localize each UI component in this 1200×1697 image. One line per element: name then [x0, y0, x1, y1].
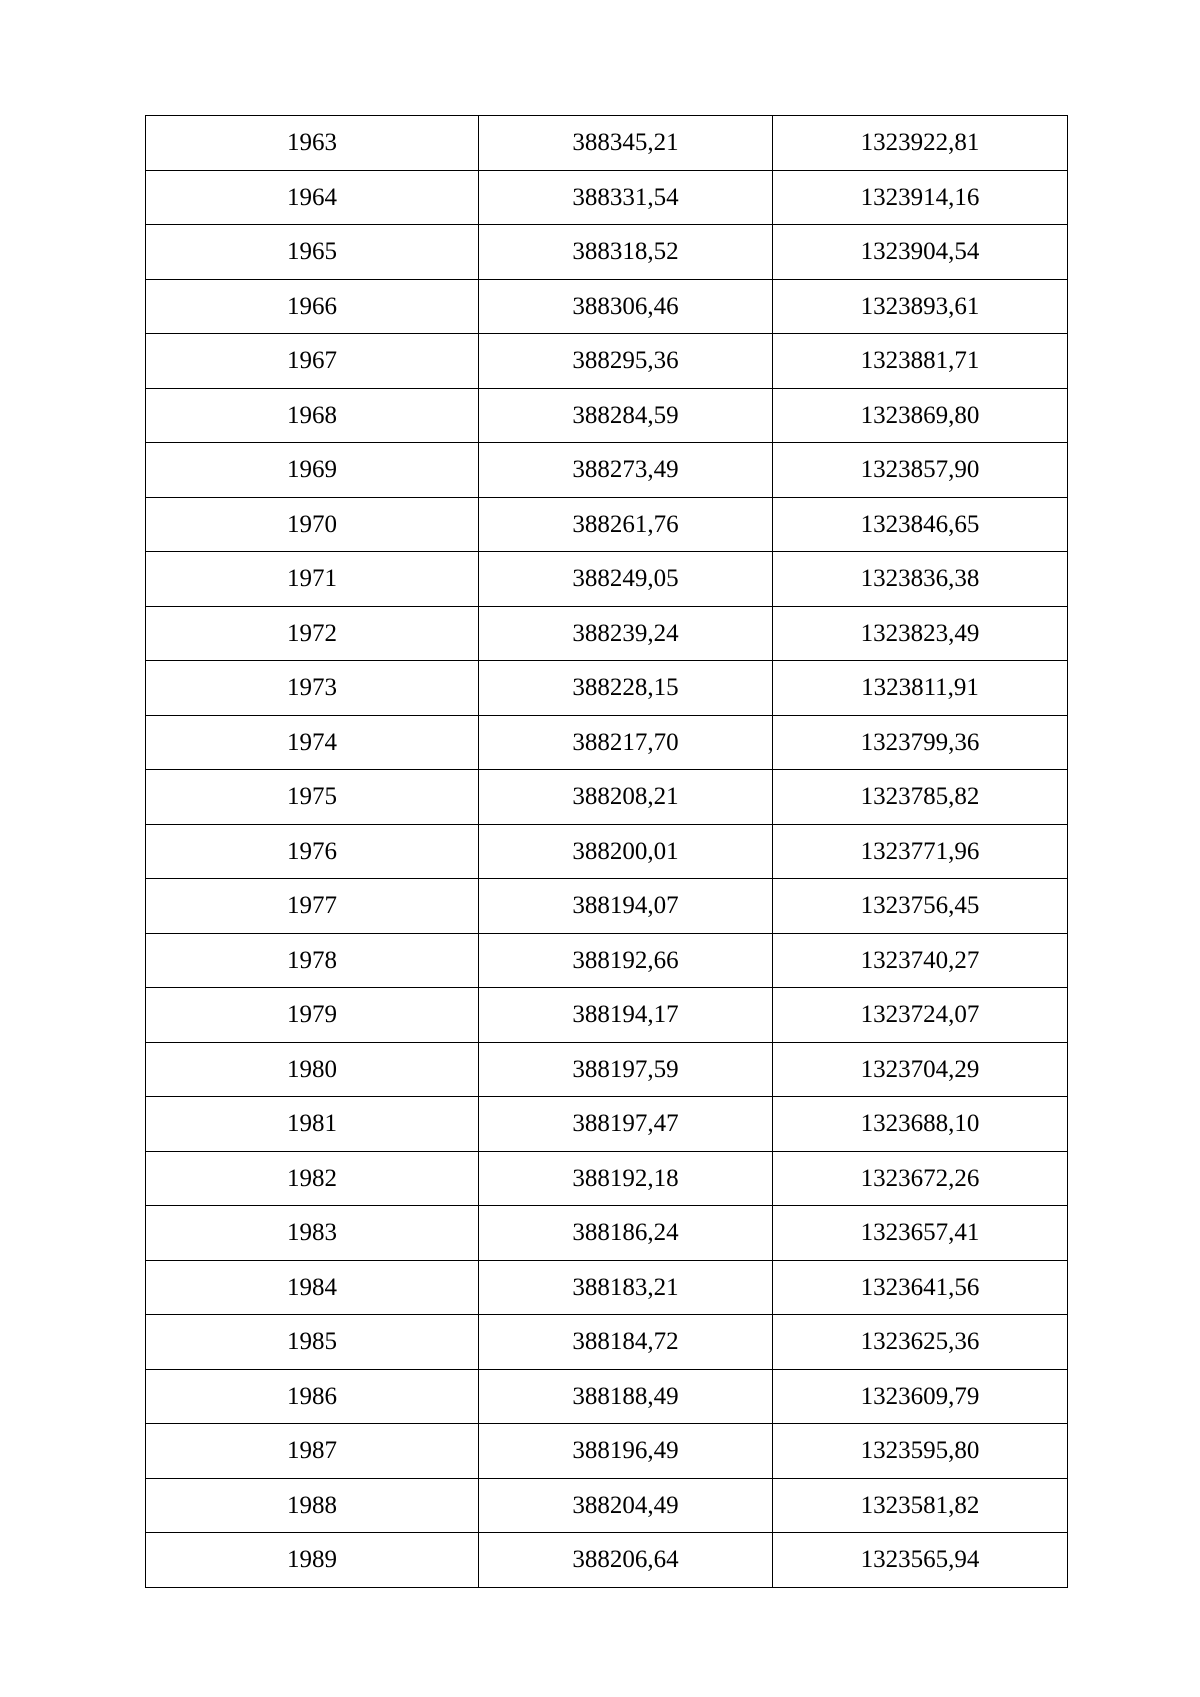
point-number-cell: 1987	[146, 1424, 479, 1479]
point-number-cell: 1965	[146, 225, 479, 280]
table-row	[146, 933, 1068, 988]
x-coordinate-cell: 388217,70	[479, 715, 773, 770]
table-row	[146, 170, 1068, 225]
y-coordinate-cell: 1323657,41	[773, 1206, 1068, 1261]
table-row	[146, 661, 1068, 716]
y-coordinate-cell: 1323672,26	[773, 1151, 1068, 1206]
x-coordinate-cell: 388273,49	[479, 443, 773, 498]
y-coordinate-cell: 1323846,65	[773, 497, 1068, 552]
table-row	[146, 225, 1068, 280]
point-number-cell: 1966	[146, 279, 479, 334]
table-row	[146, 334, 1068, 389]
y-coordinate-cell: 1323724,07	[773, 988, 1068, 1043]
point-number-cell: 1967	[146, 334, 479, 389]
table-row	[146, 1533, 1068, 1588]
x-coordinate-cell: 388295,36	[479, 334, 773, 389]
x-coordinate-cell: 388192,66	[479, 933, 773, 988]
table-row	[146, 1206, 1068, 1261]
table-row	[146, 1478, 1068, 1533]
table-row	[146, 606, 1068, 661]
table-row	[146, 1424, 1068, 1479]
y-coordinate-cell: 1323756,45	[773, 879, 1068, 934]
x-coordinate-cell: 388183,21	[479, 1260, 773, 1315]
point-number-cell: 1971	[146, 552, 479, 607]
table-row	[146, 824, 1068, 879]
coordinates-table	[145, 115, 1068, 1588]
y-coordinate-cell: 1323625,36	[773, 1315, 1068, 1370]
y-coordinate-cell: 1323893,61	[773, 279, 1068, 334]
y-coordinate-cell: 1323881,71	[773, 334, 1068, 389]
point-number-cell: 1988	[146, 1478, 479, 1533]
x-coordinate-cell: 388194,17	[479, 988, 773, 1043]
x-coordinate-cell: 388197,59	[479, 1042, 773, 1097]
point-number-cell: 1984	[146, 1260, 479, 1315]
point-number-cell: 1969	[146, 443, 479, 498]
point-number-cell: 1989	[146, 1533, 479, 1588]
x-coordinate-cell: 388204,49	[479, 1478, 773, 1533]
y-coordinate-cell: 1323914,16	[773, 170, 1068, 225]
point-number-cell: 1977	[146, 879, 479, 934]
x-coordinate-cell: 388306,46	[479, 279, 773, 334]
table-row	[146, 443, 1068, 498]
point-number-cell: 1978	[146, 933, 479, 988]
y-coordinate-cell: 1323595,80	[773, 1424, 1068, 1479]
y-coordinate-cell: 1323823,49	[773, 606, 1068, 661]
y-coordinate-cell: 1323857,90	[773, 443, 1068, 498]
y-coordinate-cell: 1323704,29	[773, 1042, 1068, 1097]
table-row	[146, 497, 1068, 552]
y-coordinate-cell: 1323869,80	[773, 388, 1068, 443]
x-coordinate-cell: 388186,24	[479, 1206, 773, 1261]
x-coordinate-cell: 388284,59	[479, 388, 773, 443]
table-row	[146, 715, 1068, 770]
x-coordinate-cell: 388197,47	[479, 1097, 773, 1152]
point-number-cell: 1973	[146, 661, 479, 716]
y-coordinate-cell: 1323688,10	[773, 1097, 1068, 1152]
x-coordinate-cell: 388192,18	[479, 1151, 773, 1206]
x-coordinate-cell: 388249,05	[479, 552, 773, 607]
x-coordinate-cell: 388261,76	[479, 497, 773, 552]
point-number-cell: 1980	[146, 1042, 479, 1097]
y-coordinate-cell: 1323811,91	[773, 661, 1068, 716]
point-number-cell: 1964	[146, 170, 479, 225]
point-number-cell: 1972	[146, 606, 479, 661]
point-number-cell: 1976	[146, 824, 479, 879]
table-row	[146, 1042, 1068, 1097]
y-coordinate-cell: 1323641,56	[773, 1260, 1068, 1315]
y-coordinate-cell: 1323904,54	[773, 225, 1068, 280]
x-coordinate-cell: 388208,21	[479, 770, 773, 825]
table-row	[146, 879, 1068, 934]
x-coordinate-cell: 388206,64	[479, 1533, 773, 1588]
table-row	[146, 552, 1068, 607]
x-coordinate-cell: 388331,54	[479, 170, 773, 225]
y-coordinate-cell: 1323565,94	[773, 1533, 1068, 1588]
x-coordinate-cell: 388194,07	[479, 879, 773, 934]
x-coordinate-cell: 388228,15	[479, 661, 773, 716]
table-row	[146, 388, 1068, 443]
table-row	[146, 1369, 1068, 1424]
y-coordinate-cell: 1323922,81	[773, 116, 1068, 171]
x-coordinate-cell: 388184,72	[479, 1315, 773, 1370]
y-coordinate-cell: 1323799,36	[773, 715, 1068, 770]
x-coordinate-cell: 388188,49	[479, 1369, 773, 1424]
y-coordinate-cell: 1323785,82	[773, 770, 1068, 825]
point-number-cell: 1975	[146, 770, 479, 825]
y-coordinate-cell: 1323740,27	[773, 933, 1068, 988]
point-number-cell: 1986	[146, 1369, 479, 1424]
point-number-cell: 1974	[146, 715, 479, 770]
point-number-cell: 1968	[146, 388, 479, 443]
x-coordinate-cell: 388196,49	[479, 1424, 773, 1479]
x-coordinate-cell: 388239,24	[479, 606, 773, 661]
x-coordinate-cell: 388345,21	[479, 116, 773, 171]
table-row	[146, 1097, 1068, 1152]
point-number-cell: 1981	[146, 1097, 479, 1152]
table-row	[146, 279, 1068, 334]
point-number-cell: 1970	[146, 497, 479, 552]
point-number-cell: 1979	[146, 988, 479, 1043]
table-row	[146, 1151, 1068, 1206]
y-coordinate-cell: 1323771,96	[773, 824, 1068, 879]
y-coordinate-cell: 1323836,38	[773, 552, 1068, 607]
point-number-cell: 1985	[146, 1315, 479, 1370]
coordinates-table-body	[146, 116, 1068, 1588]
table-row	[146, 1315, 1068, 1370]
point-number-cell: 1963	[146, 116, 479, 171]
point-number-cell: 1983	[146, 1206, 479, 1261]
table-row	[146, 116, 1068, 171]
table-row	[146, 988, 1068, 1043]
x-coordinate-cell: 388318,52	[479, 225, 773, 280]
y-coordinate-cell: 1323581,82	[773, 1478, 1068, 1533]
point-number-cell: 1982	[146, 1151, 479, 1206]
y-coordinate-cell: 1323609,79	[773, 1369, 1068, 1424]
table-row	[146, 1260, 1068, 1315]
x-coordinate-cell: 388200,01	[479, 824, 773, 879]
table-row	[146, 770, 1068, 825]
